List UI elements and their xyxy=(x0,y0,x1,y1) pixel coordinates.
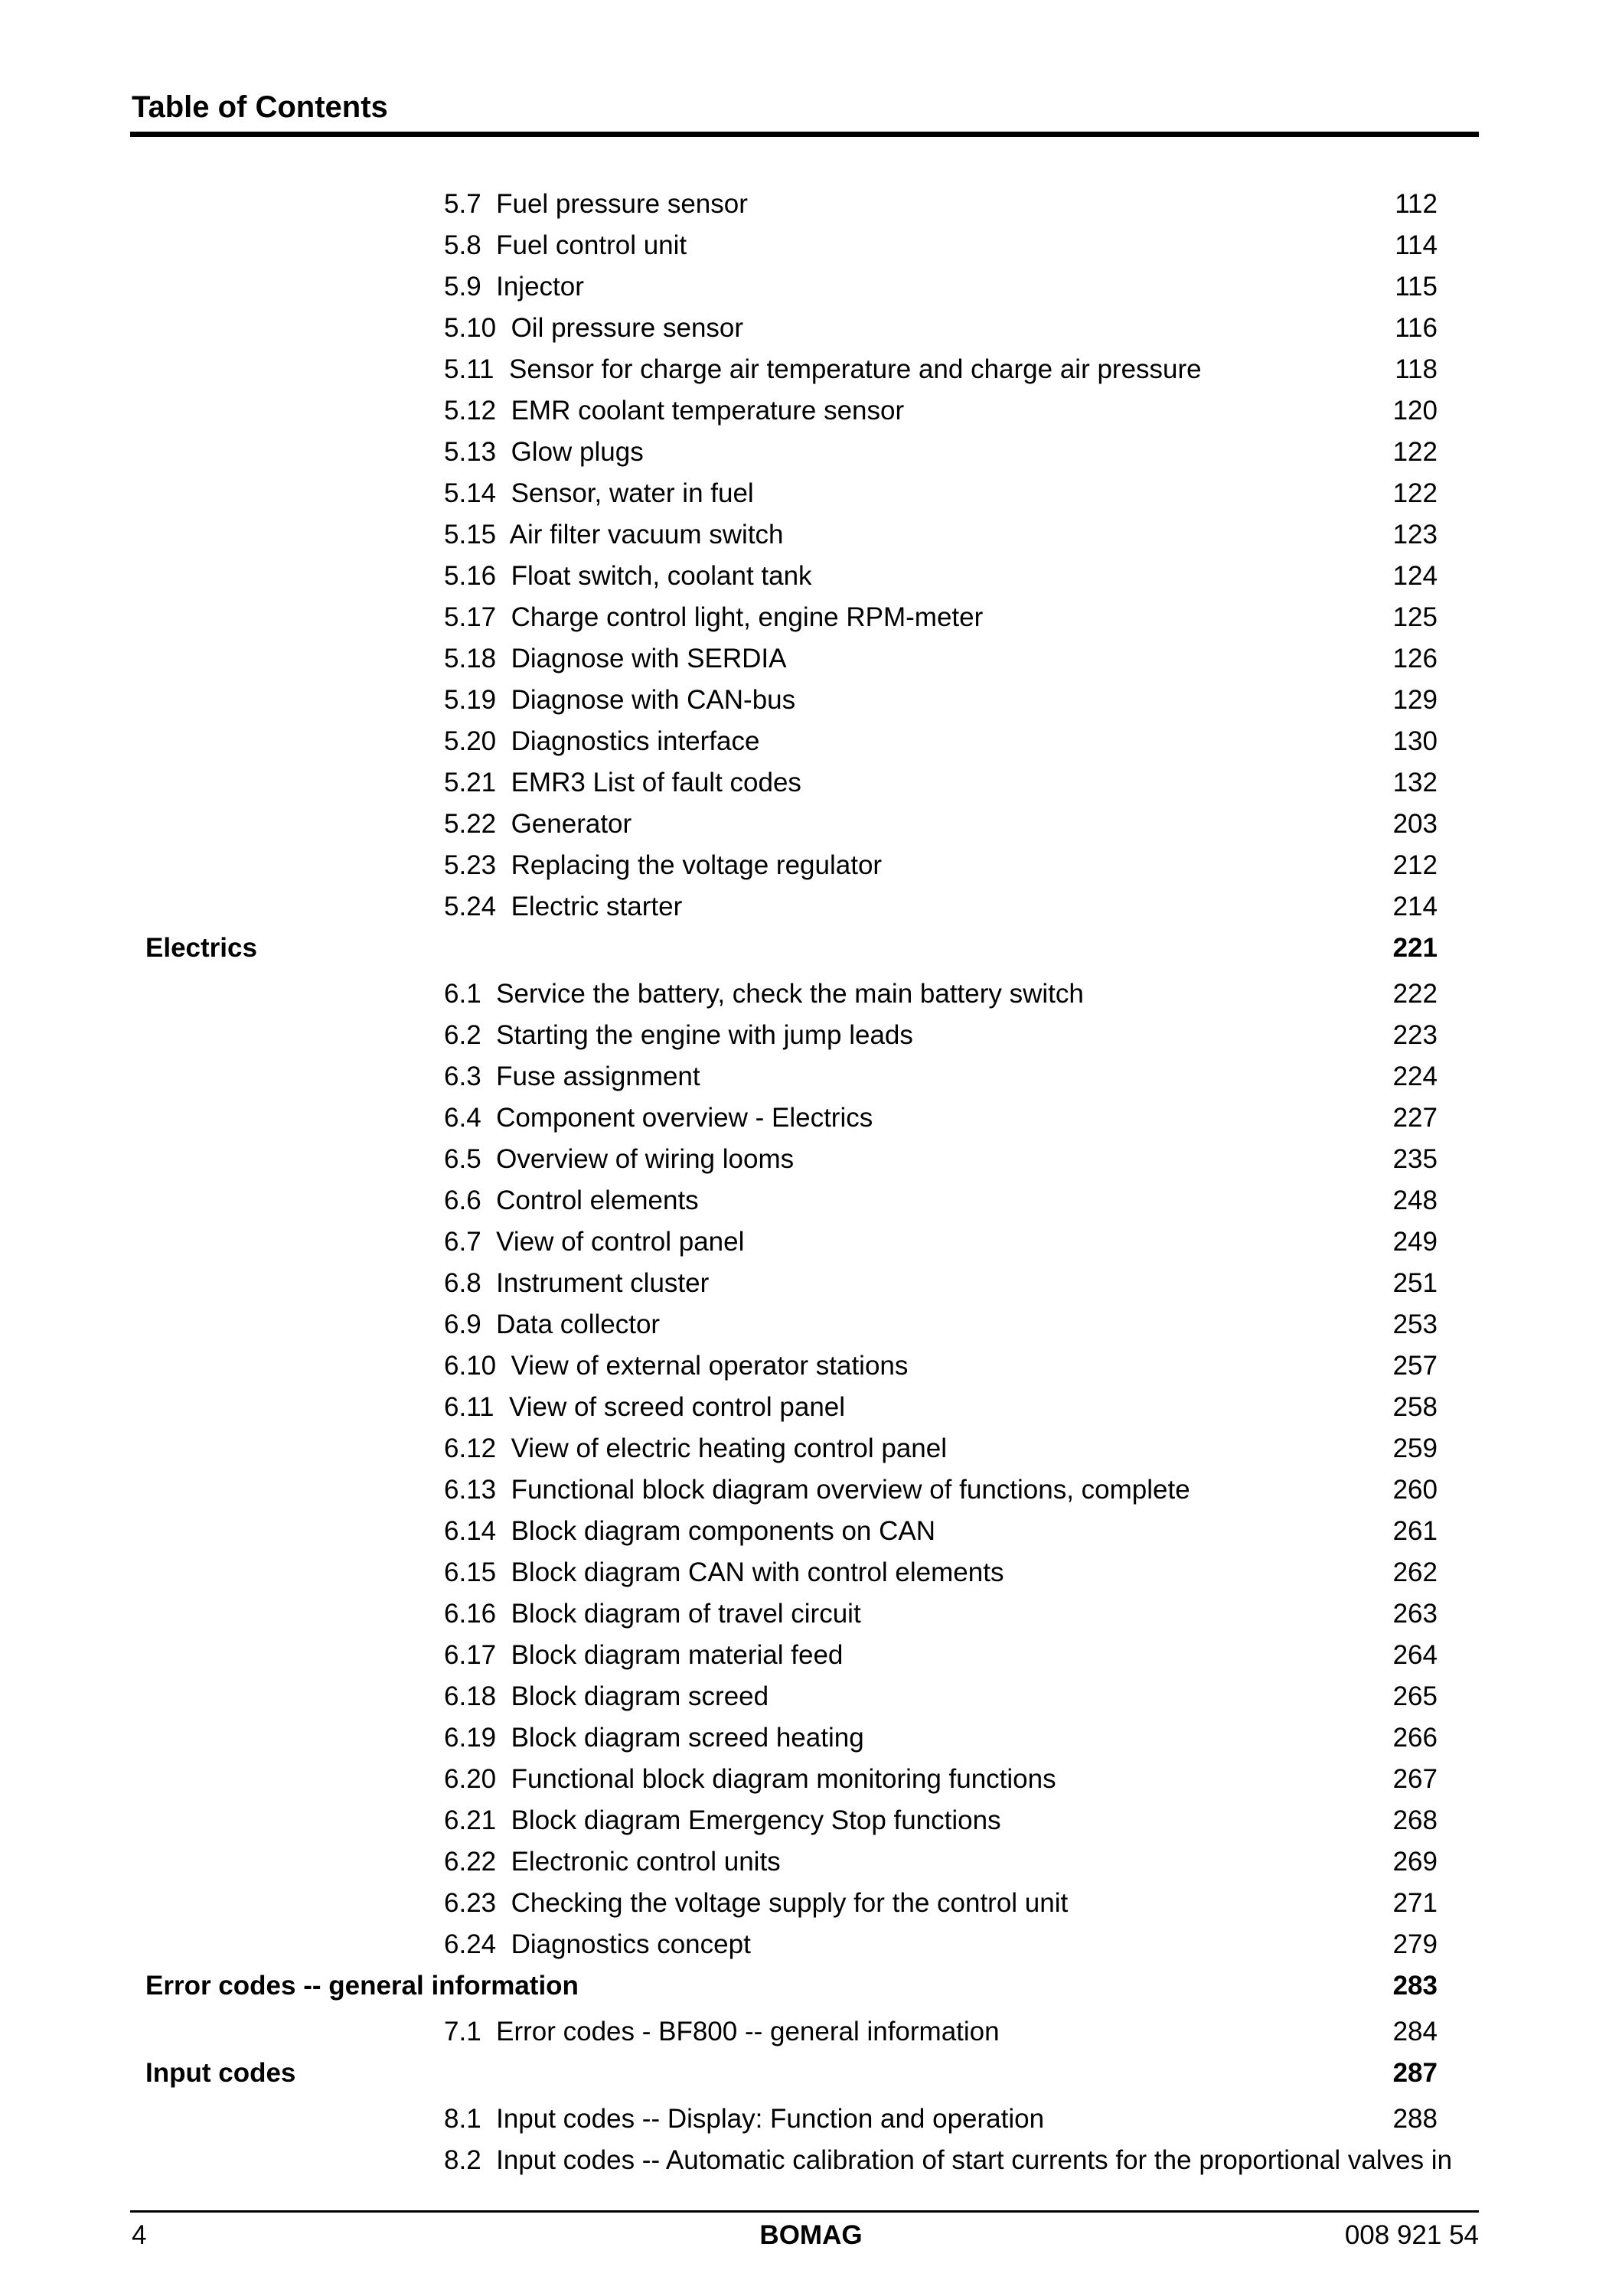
toc-entry-number: 7.1 xyxy=(444,2017,481,2047)
toc-entry-title: Charge control light, engine RPM-meter xyxy=(511,602,984,632)
toc-chapter[interactable] xyxy=(0,1965,1622,2007)
toc-entry-label xyxy=(444,886,682,928)
toc-entry-number: 6.2 xyxy=(444,1020,481,1050)
toc-page-number: 260 xyxy=(1392,1475,1438,1505)
toc-page-number: 283 xyxy=(1392,1971,1438,2001)
toc-page-number: 203 xyxy=(1392,809,1438,839)
toc-entry-title: Fuel control unit xyxy=(496,230,687,260)
toc-entry[interactable] xyxy=(0,225,1622,266)
toc-entry-label xyxy=(444,845,882,886)
toc-entry[interactable] xyxy=(0,680,1622,721)
toc-page-number: 263 xyxy=(1392,1599,1438,1629)
toc-entry[interactable] xyxy=(0,1221,1622,1263)
toc-chapter[interactable] xyxy=(0,2053,1622,2094)
toc-entry-number: 6.1 xyxy=(444,979,481,1009)
toc-entry-label xyxy=(444,225,687,266)
toc-entry[interactable] xyxy=(0,1635,1622,1676)
toc-page-number: 227 xyxy=(1392,1103,1438,1133)
toc-entry[interactable] xyxy=(0,1800,1622,1841)
toc-entry-label xyxy=(444,1263,709,1304)
toc-entry-number: 6.23 xyxy=(444,1888,497,1918)
toc-entry-number: 5.17 xyxy=(444,602,497,632)
toc-entry[interactable] xyxy=(0,1511,1622,1552)
toc-entry-label xyxy=(444,1759,1056,1800)
toc-entry-title: Generator xyxy=(511,809,632,839)
toc-entry-label xyxy=(444,1387,845,1428)
toc-page-number: 118 xyxy=(1395,354,1438,384)
toc-chapter-title: Error codes -- general information xyxy=(145,1971,579,2001)
toc-entry-label xyxy=(444,1593,861,1635)
toc-entry[interactable] xyxy=(0,473,1622,514)
toc-entry[interactable] xyxy=(0,1469,1622,1511)
toc-entry[interactable] xyxy=(0,1552,1622,1593)
toc-entry-title: Data collector xyxy=(496,1309,661,1339)
toc-entry-number: 6.20 xyxy=(444,1764,497,1794)
toc-entry-title: Diagnose with CAN-bus xyxy=(511,685,796,715)
toc-page-number: 251 xyxy=(1392,1268,1438,1298)
toc-chapter-title: Electrics xyxy=(145,933,257,963)
toc-entry-title: Diagnostics interface xyxy=(511,726,760,756)
toc-entry-title: Fuel pressure sensor xyxy=(496,189,748,219)
toc-entry-label xyxy=(444,638,786,680)
toc-entry-label xyxy=(444,1883,1068,1924)
toc-entry-number: 5.13 xyxy=(444,437,497,467)
toc-entry[interactable] xyxy=(0,2140,1622,2181)
toc-page-number: 223 xyxy=(1392,1020,1438,1050)
toc-entry-label xyxy=(444,974,1084,1015)
toc-entry-number: 5.14 xyxy=(444,478,497,508)
toc-entry-title: Functional block diagram monitoring functions xyxy=(511,1764,1056,1794)
toc-page-number: 129 xyxy=(1392,685,1438,715)
footer-brand: BOMAG xyxy=(759,2220,863,2250)
toc-entry[interactable] xyxy=(0,1593,1622,1635)
toc-entry[interactable] xyxy=(0,432,1622,473)
toc-entry-label xyxy=(444,1841,781,1883)
toc-entry[interactable] xyxy=(0,1717,1622,1759)
toc-entry-number: 6.24 xyxy=(444,1929,497,1959)
toc-entry-title: Block diagram Emergency Stop functions xyxy=(511,1805,1001,1835)
toc-page-number: 125 xyxy=(1392,602,1438,632)
toc-entry-number: 5.24 xyxy=(444,892,497,921)
toc-entry-number: 5.15 xyxy=(444,520,497,550)
toc-entry[interactable] xyxy=(0,762,1622,804)
toc-entry-title: Instrument cluster xyxy=(496,1268,710,1298)
toc-entry-number: 5.22 xyxy=(444,809,497,839)
toc-entry-title: Sensor for charge air temperature and charge air pressure xyxy=(508,354,1202,384)
toc-entry-title: Block diagram material feed xyxy=(511,1640,844,1670)
toc-entry-number: 5.10 xyxy=(444,313,497,343)
toc-entry[interactable] xyxy=(0,1759,1622,1800)
toc-entry-title: Error codes - BF800 -- general information xyxy=(496,2017,1000,2047)
toc-entry[interactable] xyxy=(0,1428,1622,1469)
toc-entry[interactable] xyxy=(0,349,1622,390)
toc-entry-label xyxy=(444,2140,1452,2181)
toc-entry-title: Oil pressure sensor xyxy=(511,313,744,343)
toc-page-number: 221 xyxy=(1392,933,1438,963)
toc-entry-number: 5.19 xyxy=(444,685,497,715)
toc-page-number: 235 xyxy=(1392,1144,1438,1174)
toc-entry-label xyxy=(444,1552,1004,1593)
toc-entry-label xyxy=(444,514,784,556)
toc-entry[interactable] xyxy=(0,721,1622,762)
toc-entry-label xyxy=(444,349,1202,390)
toc-entry-number: 6.9 xyxy=(444,1309,481,1339)
toc-entry-label xyxy=(444,804,632,845)
toc-entry[interactable] xyxy=(0,2099,1622,2140)
toc-entry-label xyxy=(444,1345,908,1387)
toc-entry[interactable] xyxy=(0,845,1622,886)
toc-entry-title: Float switch, coolant tank xyxy=(511,561,812,591)
toc-page-number: 261 xyxy=(1392,1516,1438,1546)
toc-page-number: 112 xyxy=(1395,189,1438,219)
toc-chapter[interactable] xyxy=(0,928,1622,969)
toc-entry-number: 6.3 xyxy=(444,1062,481,1091)
toc-entry-number: 5.21 xyxy=(444,768,497,797)
toc-entry-label xyxy=(444,1428,947,1469)
toc-page-number: 130 xyxy=(1392,726,1438,756)
toc-page-number: 259 xyxy=(1392,1433,1438,1463)
toc-entry-number: 6.5 xyxy=(444,1144,481,1174)
toc-page-number: 269 xyxy=(1392,1847,1438,1877)
toc-entry-title: Functional block diagram overview of functions, complete xyxy=(511,1475,1190,1505)
toc-entry-title: EMR coolant temperature sensor xyxy=(511,396,905,426)
toc-entry-title: Electronic control units xyxy=(511,1847,781,1877)
toc-entry-number: 5.7 xyxy=(444,189,481,219)
toc-entry-title: Input codes -- Display: Function and operation xyxy=(496,2104,1045,2134)
toc-entry[interactable] xyxy=(0,1180,1622,1221)
toc-entry-title: Block diagram screed xyxy=(511,1681,769,1711)
toc-entry-number: 6.11 xyxy=(444,1392,494,1422)
toc-entry-number: 6.21 xyxy=(444,1805,497,1835)
toc-entry[interactable] xyxy=(0,597,1622,638)
toc-entry-title: Glow plugs xyxy=(511,437,644,467)
toc-entry[interactable] xyxy=(0,1676,1622,1717)
toc-entry-label xyxy=(444,1800,1001,1841)
toc-entry-label xyxy=(444,1511,935,1552)
toc-entry-number: 5.11 xyxy=(444,354,494,384)
toc-entry-number: 6.14 xyxy=(444,1516,497,1546)
toc-entry[interactable] xyxy=(0,266,1622,308)
toc-entry-number: 8.1 xyxy=(444,2104,481,2134)
toc-entry[interactable] xyxy=(0,804,1622,845)
toc-entry-title: Overview of wiring looms xyxy=(496,1144,795,1174)
toc-entry-label xyxy=(444,1304,660,1345)
toc-page-number: 114 xyxy=(1395,230,1438,260)
toc-entry-number: 6.16 xyxy=(444,1599,497,1629)
toc-page-number: 214 xyxy=(1392,892,1438,921)
toc-entry-title: Diagnostics concept xyxy=(511,1929,751,1959)
toc-entry[interactable] xyxy=(0,638,1622,680)
toc-page-number: 249 xyxy=(1392,1227,1438,1257)
toc-entry-title: Diagnose with SERDIA xyxy=(511,644,787,673)
toc-entry-number: 6.15 xyxy=(444,1557,497,1587)
toc-entry-title: Replacing the voltage regulator xyxy=(511,850,883,880)
toc-entry-label xyxy=(444,2099,1044,2140)
footer-page-number: 4 xyxy=(132,2220,147,2250)
toc-entry-label xyxy=(444,1139,794,1180)
toc-entry[interactable] xyxy=(0,390,1622,432)
toc-entry-label xyxy=(444,1015,913,1056)
toc-entry-number: 6.18 xyxy=(444,1681,497,1711)
toc-entry-title: Block diagram CAN with control elements xyxy=(511,1557,1004,1587)
toc-chapter-title: Input codes xyxy=(145,2058,296,2088)
toc-entry-label xyxy=(444,721,759,762)
toc-entry-title: View of electric heating control panel xyxy=(511,1433,947,1463)
toc-page-number: 288 xyxy=(1392,2104,1438,2134)
toc-entry[interactable] xyxy=(0,1015,1622,1056)
toc-entry-label xyxy=(444,266,584,308)
toc-entry-label xyxy=(444,556,812,597)
toc-entry-title: Injector xyxy=(496,272,584,302)
toc-entry-title: View of external operator stations xyxy=(511,1351,909,1381)
toc-page-number: 258 xyxy=(1392,1392,1438,1422)
toc-entry[interactable] xyxy=(0,1304,1622,1345)
toc-entry-number: 8.2 xyxy=(444,2145,481,2175)
toc-entry-number: 6.7 xyxy=(444,1227,481,1257)
toc-entry[interactable] xyxy=(0,1883,1622,1924)
toc-entry-title: EMR3 List of fault codes xyxy=(511,768,801,797)
toc-entry-title: Starting the engine with jump leads xyxy=(496,1020,913,1050)
toc-entry[interactable] xyxy=(0,514,1622,556)
toc-entry-title: Block diagram of travel circuit xyxy=(511,1599,861,1629)
toc-entry-label xyxy=(444,1056,700,1097)
toc-entry-number: 5.20 xyxy=(444,726,497,756)
toc-entry[interactable] xyxy=(0,1345,1622,1387)
toc-page-number: 268 xyxy=(1392,1805,1438,1835)
toc-page-number: 284 xyxy=(1392,2017,1438,2047)
toc-page-number: 279 xyxy=(1392,1929,1438,1959)
toc-page-number: 264 xyxy=(1392,1640,1438,1670)
toc-entry[interactable] xyxy=(0,1387,1622,1428)
toc-page-number: 271 xyxy=(1392,1888,1438,1918)
toc-entry-title: Electric starter xyxy=(511,892,683,921)
toc-entry-label xyxy=(444,1221,744,1263)
toc-entry-number: 6.22 xyxy=(444,1847,497,1877)
toc-entry[interactable] xyxy=(0,1056,1622,1097)
toc-entry-label xyxy=(444,680,795,721)
toc-entry-label xyxy=(444,473,754,514)
toc-entry-title: Fuse assignment xyxy=(496,1062,700,1091)
toc-entry-label xyxy=(444,184,748,225)
toc-page-number: 124 xyxy=(1392,561,1438,591)
toc-entry-label xyxy=(444,308,743,349)
toc-entry-number: 6.8 xyxy=(444,1268,481,1298)
toc-page-number: 126 xyxy=(1392,644,1438,673)
toc-entry-title: Air filter vacuum switch xyxy=(509,520,784,550)
toc-entry[interactable] xyxy=(0,1924,1622,1965)
toc-entry-number: 5.18 xyxy=(444,644,497,673)
toc-page-number: 120 xyxy=(1392,396,1438,426)
toc-page-number: 224 xyxy=(1392,1062,1438,1091)
toc-entry-number: 6.4 xyxy=(444,1103,481,1133)
toc-page-number: 132 xyxy=(1392,768,1438,797)
page-title: Table of Contents xyxy=(132,90,388,124)
toc-entry-number: 6.17 xyxy=(444,1640,497,1670)
toc-entry-number: 6.19 xyxy=(444,1723,497,1753)
toc-page-number: 222 xyxy=(1392,979,1438,1009)
toc-entry-number: 6.6 xyxy=(444,1186,481,1215)
toc-entry-title: View of screed control panel xyxy=(508,1392,846,1422)
toc-page-number: 123 xyxy=(1392,520,1438,550)
toc-entry-title: Block diagram screed heating xyxy=(511,1723,864,1753)
toc-entry-label xyxy=(444,1469,1190,1511)
toc-page-number: 265 xyxy=(1392,1681,1438,1711)
toc-entry-label xyxy=(444,597,983,638)
toc-page-number: 257 xyxy=(1392,1351,1438,1381)
toc-page-number: 262 xyxy=(1392,1557,1438,1587)
toc-entry-label xyxy=(444,1676,769,1717)
toc-entry[interactable] xyxy=(0,886,1622,928)
toc-entry-label xyxy=(444,1635,843,1676)
toc-page-number: 266 xyxy=(1392,1723,1438,1753)
footer-divider xyxy=(130,2210,1479,2213)
toc-entry-title: Input codes -- Automatic calibration of start currents for the proportional valves in xyxy=(496,2145,1453,2175)
toc-entry[interactable] xyxy=(0,1139,1622,1180)
toc-entry-number: 5.16 xyxy=(444,561,497,591)
toc-entry[interactable] xyxy=(0,1263,1622,1304)
toc-entry[interactable] xyxy=(0,308,1622,349)
toc-entry-title: Service the battery, check the main battery switch xyxy=(496,979,1084,1009)
toc-entry-number: 6.10 xyxy=(444,1351,497,1381)
toc-entry-label xyxy=(444,432,644,473)
toc-entry-label xyxy=(444,762,801,804)
footer-doc-number: 008 921 54 xyxy=(1344,2220,1479,2250)
toc-page-number: 116 xyxy=(1395,313,1438,343)
toc-entry-title: Component overview - Electrics xyxy=(496,1103,873,1133)
toc-entry-title: Control elements xyxy=(496,1186,699,1215)
toc-entry-label xyxy=(444,1180,699,1221)
toc-entry[interactable] xyxy=(0,2011,1622,2053)
toc-entry[interactable] xyxy=(0,1841,1622,1883)
toc-page-number: 253 xyxy=(1392,1309,1438,1339)
toc-entry-number: 5.8 xyxy=(444,230,481,260)
toc-entry-title: Sensor, water in fuel xyxy=(511,478,754,508)
toc-entry-label xyxy=(444,2011,1000,2053)
toc-entry-title: Block diagram components on CAN xyxy=(511,1516,936,1546)
toc-entry[interactable] xyxy=(0,1097,1622,1139)
toc-entry-label xyxy=(444,390,904,432)
toc-entry-number: 5.12 xyxy=(444,396,497,426)
toc-page-number: 122 xyxy=(1392,437,1438,467)
toc-entry-label xyxy=(444,1924,751,1965)
toc-entry-number: 5.23 xyxy=(444,850,497,880)
toc-entry[interactable] xyxy=(0,184,1622,225)
toc-page-number: 287 xyxy=(1392,2058,1438,2088)
toc-entry-number: 6.13 xyxy=(444,1475,497,1505)
toc-entry-label xyxy=(444,1097,873,1139)
toc-entry-number: 6.12 xyxy=(444,1433,497,1463)
toc-entry[interactable] xyxy=(0,974,1622,1015)
toc-entry-title: View of control panel xyxy=(496,1227,745,1257)
toc-page-number: 212 xyxy=(1392,850,1438,880)
toc-page-number: 267 xyxy=(1392,1764,1438,1794)
toc-page-number: 115 xyxy=(1395,272,1438,302)
toc-entry-title: Checking the voltage supply for the control unit xyxy=(511,1888,1069,1918)
toc-page-number: 122 xyxy=(1392,478,1438,508)
toc-entry-number: 5.9 xyxy=(444,272,481,302)
toc-entry-label xyxy=(444,1717,864,1759)
toc-entry[interactable] xyxy=(0,556,1622,597)
toc-page-number: 248 xyxy=(1392,1186,1438,1215)
